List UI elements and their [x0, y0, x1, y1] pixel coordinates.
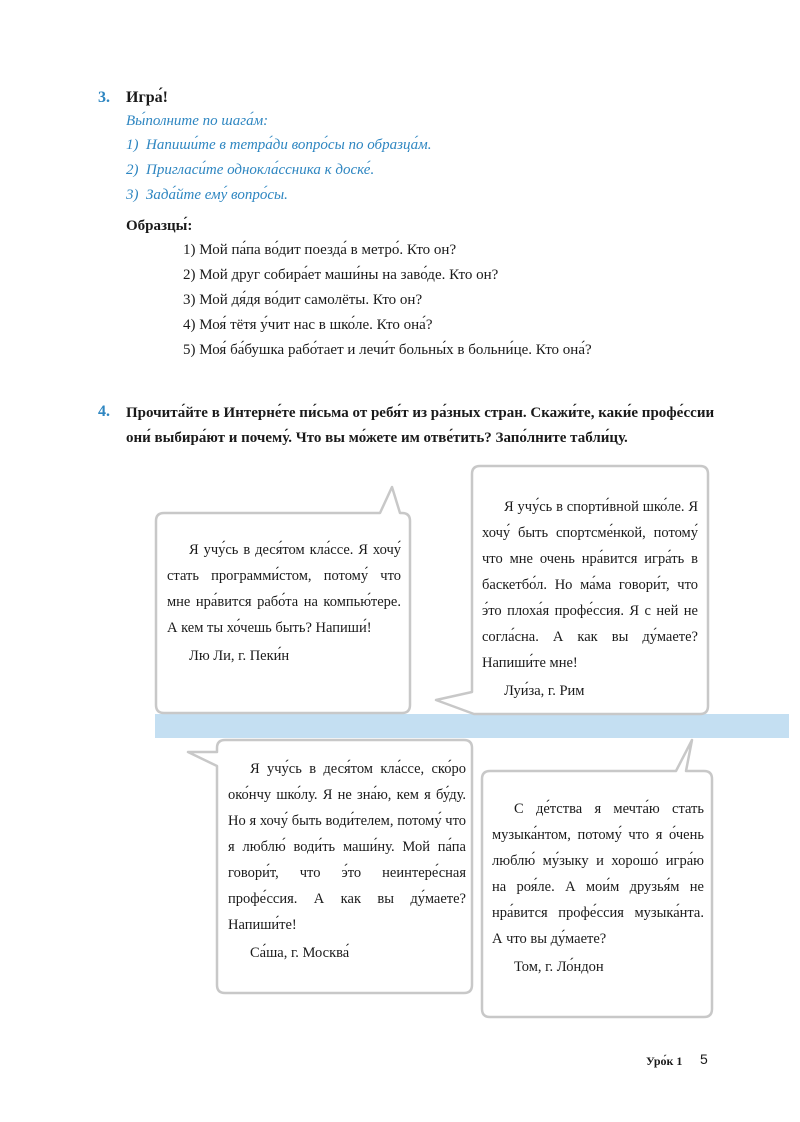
page-number: 5: [700, 1051, 708, 1067]
sample-line: 5) Моя́ ба́бушка рабо́тает и лечи́т больны́х в больни́це. Кто она́?: [183, 342, 592, 358]
task4-text-line: Прочита́йте в Интерне́те пи́сьма от ребя́т из ра́зных стран. Скажи́те, каки́е профе́ссии: [126, 405, 715, 421]
letter-1: [167, 537, 401, 669]
letter-text: С де́тства я мечта́ю стать музыка́нтом, потому́ что я о́чень люблю́ му́зыку и хорошо́ игра́ю на роя́ле. А мои́м друзья́м не нра́вится профе́ссия музыка́нта. А что вы ду́маете?: [492, 801, 704, 947]
task3-step: 1) Напиши́те в тетра́ди вопро́сы по образца́м.: [126, 137, 432, 153]
letter-signature: Лю Ли, г. Пеки́н: [189, 648, 290, 664]
samples-title: Образцы́:: [126, 218, 193, 234]
letter-text: Я учу́сь в деся́том кла́ссе, ско́ро око́нчу шко́лу. Я не зна́ю, кем я бу́ду. Но я хочу́ быть води́телем, потому́ что я люблю́ води́ть маши́ну. Мой па́па говори́т, что э́то неинтере́сная профе́ссия. А как вы ду́маете? Напиши́те!: [228, 761, 466, 933]
sample-line: 4) Моя́ тётя у́чит нас в шко́ле. Кто она́?: [183, 317, 433, 333]
sample-line: 2) Мой друг собира́ет маши́ны на заво́де. Кто он?: [183, 267, 499, 283]
letter-2: [482, 494, 698, 704]
task3-title: Игра́!: [126, 89, 168, 106]
task4-text-line: они́ выбира́ют и почему́. Что вы мо́жете им отве́тить? Запо́лните табли́цу.: [126, 430, 628, 446]
letter-3: [228, 756, 466, 966]
task3-number: 3.: [98, 89, 110, 106]
task4-number: 4.: [98, 403, 110, 420]
letter-signature: Луи́за, г. Рим: [504, 683, 585, 699]
letter-signature: Са́ша, г. Москва́: [250, 945, 350, 961]
task3-instruction: Вы́полните по шага́м:: [126, 113, 269, 129]
letter-signature: Том, г. Ло́ндон: [514, 959, 604, 975]
sample-line: 1) Мой па́па во́дит поезда́ в метро́. Кто он?: [183, 242, 457, 258]
letter-text: Я учу́сь в спорти́вной шко́ле. Я хочу́ быть спортсме́нкой, потому́ что мне очень нра́вится игра́ть в баскетбо́л. Но ма́ма говори́т, что э́то плоха́я профе́ссия. Я с ней не согла́сна. А как вы ду́маете? Напиши́те мне!: [482, 499, 698, 671]
footer-lesson: Уро́к 1: [646, 1054, 683, 1068]
task3-step: 2) Пригласи́те однокла́ссника к доске́.: [126, 162, 375, 178]
sample-line: 3) Мой дя́дя во́дит самолёты. Кто он?: [183, 292, 423, 308]
letter-text: Я учу́сь в деся́том кла́ссе. Я хочу́ стать программи́стом, потому́ что мне нра́вится рабо́та на компью́тере. А кем ты хо́чешь быть? Напиши́!: [167, 542, 401, 636]
task3-step: 3) Зада́йте ему́ вопро́сы.: [126, 187, 288, 203]
letter-4: [492, 796, 704, 980]
